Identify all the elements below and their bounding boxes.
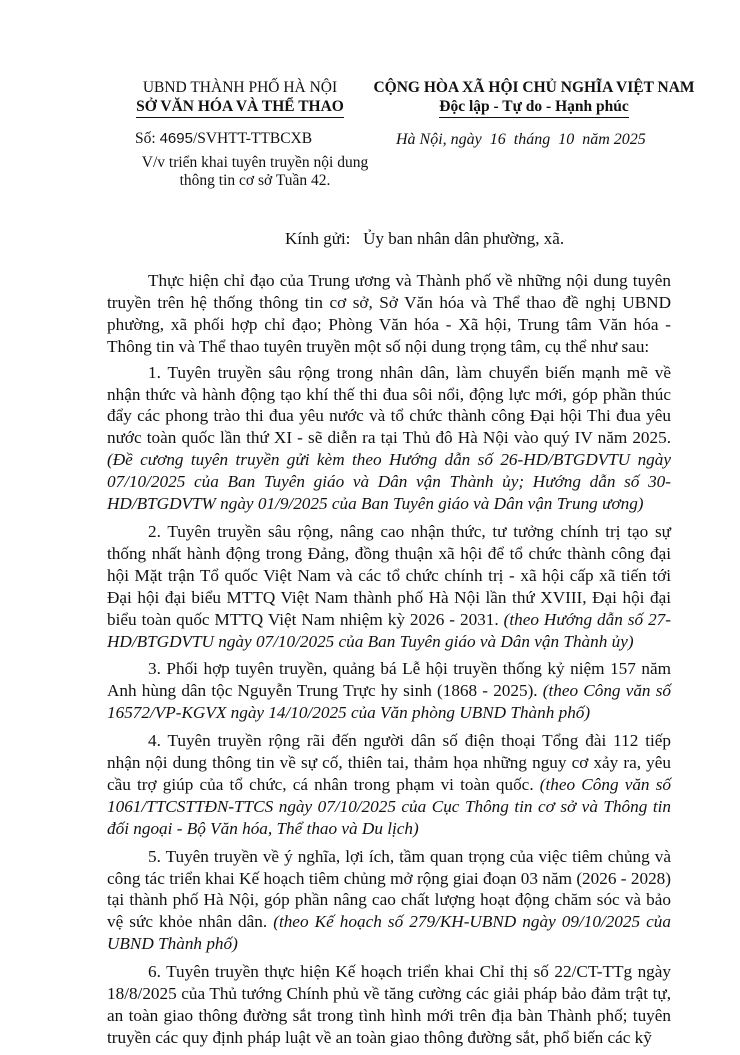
date-month-label: tháng bbox=[513, 131, 551, 148]
recipient-line bbox=[285, 229, 564, 249]
date-year: năm 2025 bbox=[582, 131, 646, 148]
item-reference: (theo Công văn số 1061/TTCSTTĐN-TTCS ngày 07/10/2025 của Cục Thông tin cơ sở và Thông tin đối ngoại - Bộ Văn hóa, Thể thao và Du lịch) bbox=[107, 774, 671, 838]
doc-number-prefix: Số: bbox=[135, 130, 156, 147]
agency-parent: UBND THÀNH PHỐ HÀ NỘI bbox=[142, 79, 338, 96]
date-month: 10 bbox=[558, 131, 575, 148]
document-subject bbox=[120, 154, 390, 190]
item-5 bbox=[107, 846, 671, 956]
item-text: 4. Tuyên truyền rộng rãi đến người dân số điện thoại Tổng đài 112 tiếp nhận nội dung thông tin về sự cố, thiên tai, thảm họa những nguy cơ xảy ra, yêu cầu trợ giúp của tổ chức, cá nhân trong phạm vi toàn quốc. bbox=[107, 731, 671, 794]
doc-number-suffix: /SVHTT-TTBCXB bbox=[192, 130, 313, 147]
date-day: 16 bbox=[489, 131, 506, 148]
item-text: 2. Tuyên truyền sâu rộng, nâng cao nhận thức, tư tưởng chính trị tạo sự thống nhất hành động trong Đảng, đồng thuận xã hội để tổ chức thành công đại hội Mặt trận Tổ quốc Việt Nam và các tổ chức chính trị - xã hội cấp xã tiến tới Đại hội đại biểu MTTQ Việt Nam thành phố Hà Nội lần thứ XVIII, Đại hội đại biểu toàn quốc MTTQ Việt Nam nhiệm kỳ 2026 - 2031. bbox=[107, 521, 671, 629]
item-text: 5. Tuyên truyền về ý nghĩa, lợi ích, tầm quan trọng của việc tiêm chủng và công tác triển khai Kế hoạch tiêm chủng mở rộng giai đoạn 03 năm (2026 - 2028) tại thành phố Hà Nội, góp phần nâng cao chất lượng hoạt động chăm sóc và bảo vệ sức khỏe nhân dân. bbox=[107, 846, 671, 932]
recipient-label: Kính gửi: bbox=[285, 229, 351, 248]
document-body bbox=[107, 270, 671, 1055]
item-text: 1. Tuyên truyền sâu rộng trong nhân dân, làm chuyển biến mạnh mẽ về nhận thức và hành động tạo khí thế thi đua sôi nổi, động lực mới, góp phần thúc đẩy các phong trào thi đua yêu nước và tổ chức thành công Đại hội Thi đua yêu nước toàn quốc lần thứ XI - sẽ diễn ra tại Thủ đô Hà Nội vào quý IV năm 2025. bbox=[107, 362, 671, 448]
date-prefix: Hà Nội, ngày bbox=[396, 131, 482, 148]
document-number bbox=[135, 130, 312, 148]
subject-line-2: thông tin cơ sở Tuần 42. bbox=[179, 172, 331, 189]
item-4 bbox=[107, 730, 671, 840]
agency-header bbox=[100, 78, 380, 118]
item-reference: (theo Kế hoạch số 279/KH-UBND ngày 09/10/2025 của UBND Thành phố) bbox=[107, 912, 671, 954]
item-reference: (Đề cương tuyên truyền gửi kèm theo Hướng dẫn số 26-HD/BTGDVTU ngày 07/10/2025 của Ban Tuyên giáo và Dân vận Thành ủy; Hướng dẫn số 30-HD/BTGDVTW ngày 01/9/2025 của Ban Tuyên giáo và Dân vận Trung ương) bbox=[107, 450, 671, 514]
nation-title: CỘNG HÒA XÃ HỘI CHỦ NGHĨA VIỆT NAM bbox=[373, 79, 695, 96]
national-header bbox=[356, 78, 712, 118]
item-3 bbox=[107, 658, 671, 724]
recipient-name: Ủy ban nhân dân phường, xã. bbox=[363, 229, 565, 248]
agency-name: SỞ VĂN HÓA VÀ THỂ THAO bbox=[136, 97, 344, 118]
item-text: 3. Phối hợp tuyên truyền, quảng bá Lễ hội truyền thống kỷ niệm 157 năm Anh hùng dân tộc Nguyễn Trung Trực hy sinh (1868 - 2025). bbox=[107, 659, 671, 701]
item-2 bbox=[107, 521, 671, 652]
item-reference: (theo Công văn số 16572/VP-KGVX ngày 14/10/2025 của Văn phòng UBND Thành phố) bbox=[107, 681, 671, 723]
item-text: 6. Tuyên truyền thực hiện Kế hoạch triển khai Chỉ thị số 22/CT-TTg ngày 18/8/2025 của Thủ tướng Chính phủ về tăng cường các giải pháp bảo đảm trật tự, an toàn giao thông đường sắt trong tình hình mới trên địa bàn Thành phố; tuyên truyền các quy định pháp luật về an toàn giao thông đường sắt, phổ biến các kỹ bbox=[107, 962, 671, 1047]
item-1 bbox=[107, 362, 671, 515]
intro-paragraph: Thực hiện chỉ đạo của Trung ương và Thành phố về những nội dung tuyên truyền trên hệ thống thông tin cơ sở, Sở Văn hóa và Thể thao đề nghị UBND phường, xã phối hợp chỉ đạo; Phòng Văn hóa - Xã hội, Trung tâm Văn hóa - Thông tin và Thể thao tuyên truyền một số nội dung trọng tâm, cụ thể như sau: bbox=[107, 271, 671, 356]
item-6 bbox=[107, 961, 671, 1049]
item-reference: (theo Hướng dẫn số 27-HD/BTGDVTU ngày 07/10/2025 của Ban Tuyên giáo và Dân vận Thành ủy) bbox=[107, 609, 671, 651]
doc-number-value: 4695 bbox=[159, 130, 193, 147]
issue-date bbox=[396, 131, 646, 149]
national-motto: Độc lập - Tự do - Hạnh phúc bbox=[439, 97, 628, 118]
subject-line-1: V/v triển khai tuyên truyền nội dung bbox=[141, 154, 369, 171]
